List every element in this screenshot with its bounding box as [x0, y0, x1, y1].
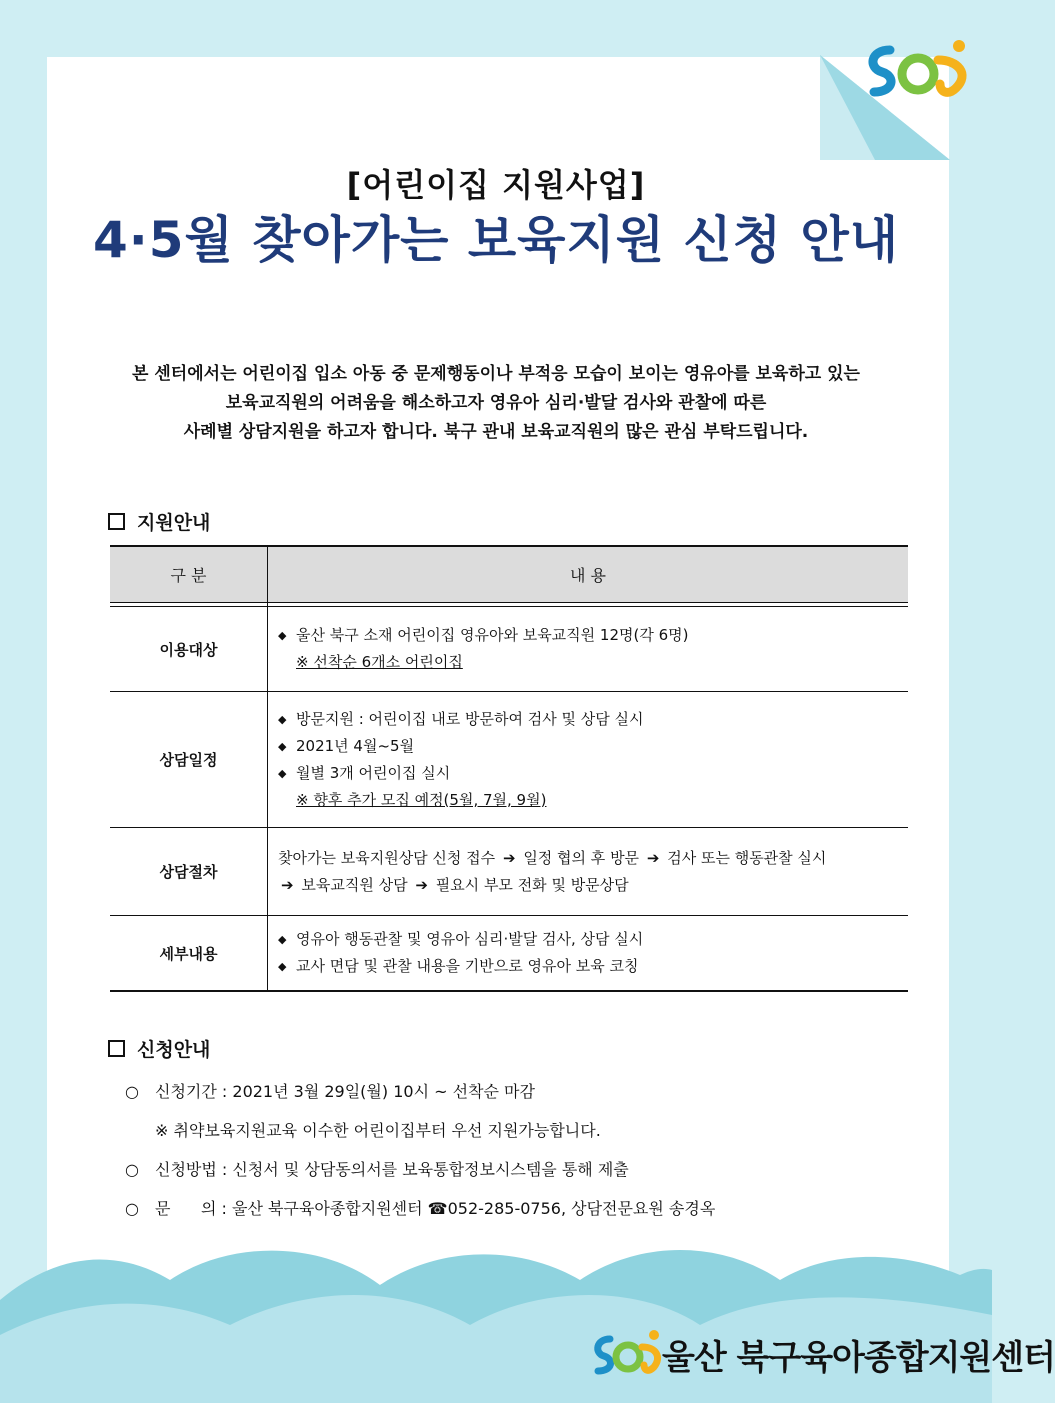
note-text: ※ 향후 추가 모집 예정(5월, 7월, 9월) [296, 790, 547, 809]
document-title: 4·5월 찾아가는 보육지원 신청 안내 [92, 211, 900, 269]
support-table [110, 545, 908, 992]
arrow-right-icon: ➔ [502, 848, 516, 867]
row-label: 세부내용 [110, 916, 268, 992]
intro-line: 보육교직원의 어려움을 해소하고자 영유아 심리·발달 검사와 관찰에 따른 [225, 393, 767, 413]
bullet-text: 방문지원 : 어린이집 내로 방문하여 검사 및 상담 실시 [296, 709, 644, 728]
center-logo-icon [860, 30, 980, 110]
bullet-text: 영유아 행동관찰 및 영유아 심리·발달 검사, 상담 실시 [296, 930, 644, 948]
intro-paragraph [80, 360, 912, 447]
procedure-step: 필요시 부모 전화 및 방문상담 [435, 875, 629, 894]
column-header-category: 구 분 [110, 546, 268, 603]
table-row [110, 916, 908, 992]
diamond-bullet-icon: ◆ [278, 933, 287, 946]
arrow-right-icon: ➔ [646, 848, 660, 867]
procedure-step: 일정 협의 후 방문 [523, 848, 640, 867]
checkbox-square-icon [108, 1040, 125, 1057]
support-heading-label: 지원안내 [137, 512, 211, 534]
application-period: 신청기간 : 2021년 3월 29일(월) 10시 ~ 선착순 마감 [155, 1082, 535, 1101]
procedure-step: 보육교직원 상담 [301, 875, 408, 894]
diamond-bullet-icon: ◆ [278, 629, 287, 642]
intro-line: 사례별 상담지원을 하고자 합니다. 북구 관내 보육교직원의 많은 관심 부탁드립니다. [183, 422, 809, 442]
diamond-bullet-icon: ◆ [278, 739, 287, 753]
support-section-heading [108, 508, 210, 535]
application-heading-label: 신청안내 [137, 1039, 211, 1061]
intro-line: 본 센터에서는 어린이집 입소 아동 중 문제행동이나 부적응 모습이 보이는 영유아를 보육하고 있는 [132, 364, 860, 384]
circle-bullet-icon: ○ [125, 1199, 139, 1218]
diamond-bullet-icon: ◆ [278, 766, 287, 780]
procedure-step: 찾아가는 보육지원상담 신청 접수 [278, 848, 496, 867]
contact-label: 문 의 : 울산 북구육아종합지원센터 [155, 1199, 423, 1218]
row-content [268, 916, 909, 992]
procedure-step: 검사 또는 행동관찰 실시 [667, 848, 827, 867]
diamond-bullet-icon: ◆ [278, 960, 287, 973]
arrow-right-icon: ➔ [281, 875, 294, 894]
application-details [125, 1072, 715, 1228]
column-header-content: 내 용 [268, 546, 909, 603]
circle-bullet-icon: ○ [125, 1160, 139, 1179]
bullet-text: 2021년 4월~5월 [296, 736, 415, 755]
application-period-note: ※ 취약보육지원교육 이수한 어린이집부터 우선 지원가능합니다. [155, 1121, 601, 1140]
center-logo-icon [590, 1325, 660, 1385]
bullet-text: 월별 3개 어린이집 실시 [296, 763, 451, 782]
row-content [268, 607, 909, 692]
application-section-heading [108, 1035, 210, 1062]
application-method: 신청방법 : 신청서 및 상담동의서를 보육통합정보시스템을 통해 제출 [155, 1160, 629, 1179]
arrow-right-icon: ➔ [415, 875, 428, 894]
row-content [268, 692, 909, 828]
row-label: 상담절차 [110, 828, 268, 916]
note-text: ※ 선착순 6개소 어린이집 [296, 653, 463, 671]
contact-phone: 052-285-0756, 상담전문요원 송경옥 [447, 1199, 716, 1218]
table-header-row [110, 546, 908, 603]
document-subtitle: [어린이집 지원사업] [346, 166, 646, 204]
table-row [110, 692, 908, 828]
table-row [110, 607, 908, 692]
bullet-text: 울산 북구 소재 어린이집 영유아와 보육교직원 12명(각 6명) [296, 626, 689, 644]
bullet-text: 교사 면담 및 관찰 내용을 기반으로 영유아 보육 코칭 [296, 957, 639, 975]
row-content [268, 828, 909, 916]
table-row [110, 828, 908, 916]
diamond-bullet-icon: ◆ [278, 712, 287, 726]
row-label: 상담일정 [110, 692, 268, 828]
phone-icon: ☎ [427, 1199, 448, 1218]
footer-center-name: 울산 북구육아종합지원센터 [662, 1338, 1055, 1378]
checkbox-square-icon [108, 513, 125, 530]
row-label: 이용대상 [110, 607, 268, 692]
circle-bullet-icon: ○ [125, 1082, 139, 1101]
